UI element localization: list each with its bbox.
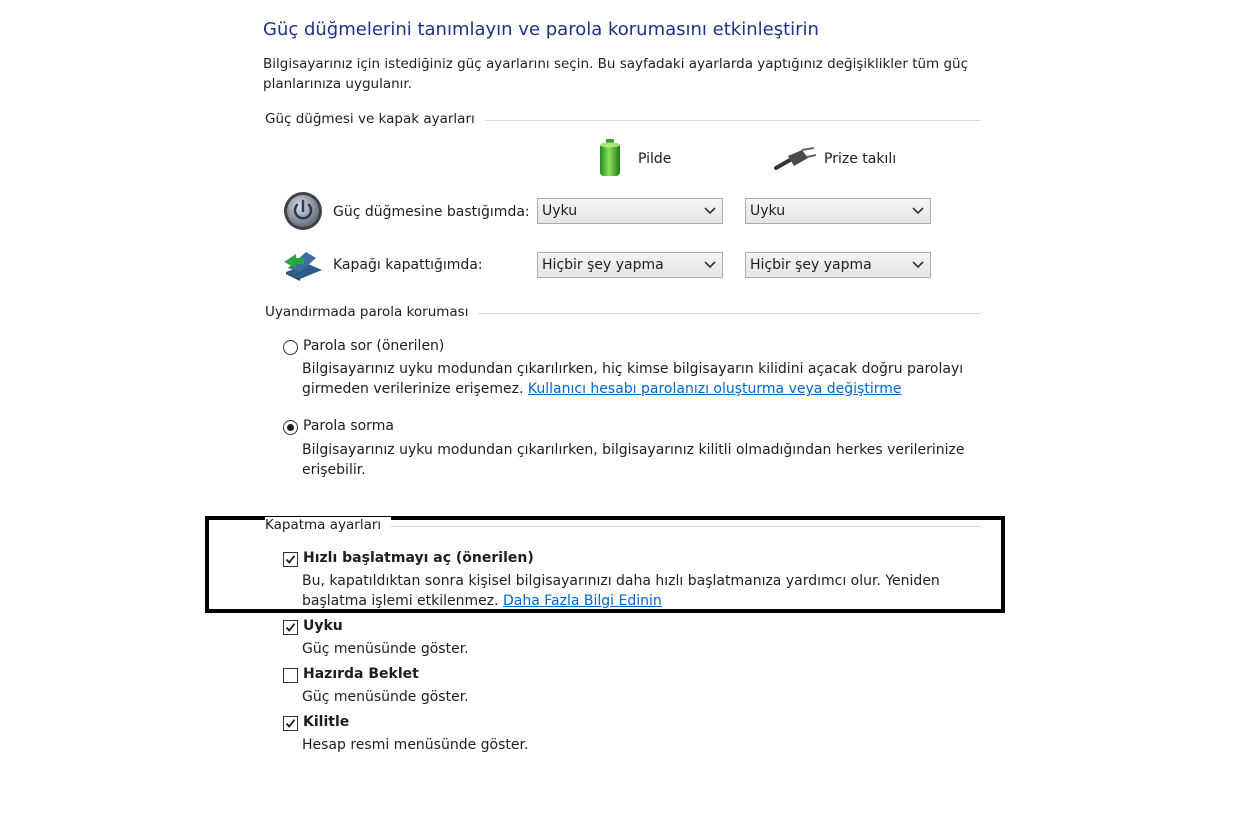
ask-password-radio[interactable]: [283, 340, 298, 355]
dont-ask-password-description: Bilgisayarınız uyku modundan çıkarılırken, bilgisayarınız kilitli olmadığından herkes verilerinize erişebilir.: [302, 442, 965, 478]
power-button-label: Güç düğmesine bastığımda:: [333, 204, 530, 220]
chevron-down-icon: [912, 261, 924, 269]
plugged-column-header: Prize takılı: [824, 151, 897, 167]
power-button-battery-select[interactable]: [537, 198, 723, 224]
select-value: Uyku: [750, 203, 786, 219]
power-plug-icon: [774, 146, 818, 172]
password-section-header: [265, 304, 981, 324]
power-button-plugged-select[interactable]: [745, 198, 931, 224]
lock-description: Hesap resmi menüsünde göster.: [302, 737, 529, 753]
battery-icon: [596, 138, 624, 178]
fast-startup-label[interactable]: Hızlı başlatmayı aç (önerilen): [303, 550, 534, 566]
chevron-down-icon: [912, 207, 924, 215]
lid-battery-select[interactable]: [537, 252, 723, 278]
section-label: Kapatma ayarları: [265, 517, 391, 533]
sleep-label[interactable]: Uyku: [303, 618, 343, 634]
section-label: Güç düğmesi ve kapak ayarları: [265, 111, 485, 127]
checkmark-icon: [285, 718, 296, 729]
battery-column-header: Pilde: [638, 151, 672, 167]
page-description: Bilgisayarınız için istediğiniz güç ayarlarını seçin. Bu sayfadaki ayarlarda yaptığınız değişiklikler tüm güç planlarınıza uygulanır.: [263, 56, 969, 92]
change-password-link[interactable]: Kullanıcı hesabı parolanızı oluşturma veya değiştirme: [527, 381, 902, 397]
select-value: Hiçbir şey yapma: [750, 257, 872, 273]
select-value: Uyku: [542, 203, 578, 219]
hibernate-description: Güç menüsünde göster.: [302, 689, 469, 705]
chevron-down-icon: [704, 261, 716, 269]
power-button-icon: [283, 191, 323, 231]
ask-password-description: [302, 359, 992, 399]
chevron-down-icon: [704, 207, 716, 215]
dont-ask-password-radio[interactable]: [283, 420, 298, 435]
laptop-lid-icon: [282, 248, 324, 282]
fast-startup-text: Bu, kapatıldıktan sonra kişisel bilgisayarınızı daha hızlı başlatmanıza yardımcı olur. Yeniden başlatma işlemi etkilenmez.: [302, 573, 940, 609]
select-value: Hiçbir şey yapma: [542, 257, 664, 273]
power-section-header: [265, 111, 981, 131]
sleep-description: Güç menüsünde göster.: [302, 641, 469, 657]
hibernate-label[interactable]: Hazırda Beklet: [303, 666, 419, 682]
radio-selected-dot: [287, 424, 294, 431]
dont-ask-password-label[interactable]: Parola sorma: [303, 418, 394, 434]
lock-label[interactable]: Kilitle: [303, 714, 350, 730]
ask-password-label[interactable]: Parola sor (önerilen): [303, 338, 445, 354]
page-title: Güç düğmelerini tanımlayın ve parola korumasını etkinleştirin: [263, 19, 819, 40]
learn-more-link[interactable]: Daha Fazla Bilgi Edinin: [503, 593, 662, 609]
checkmark-icon: [285, 622, 296, 633]
ask-password-text: Bilgisayarınız uyku modundan çıkarılırken, hiç kimse bilgisayarın kilidini açacak doğru parolayı girmeden verilerinize erişemez.: [302, 361, 964, 397]
lid-plugged-select[interactable]: [745, 252, 931, 278]
section-label: Uyandırmada parola koruması: [265, 304, 478, 320]
lid-label: Kapağı kapattığımda:: [333, 257, 483, 273]
lock-checkbox[interactable]: [283, 716, 298, 731]
hibernate-checkbox[interactable]: [283, 668, 298, 683]
sleep-checkbox[interactable]: [283, 620, 298, 635]
